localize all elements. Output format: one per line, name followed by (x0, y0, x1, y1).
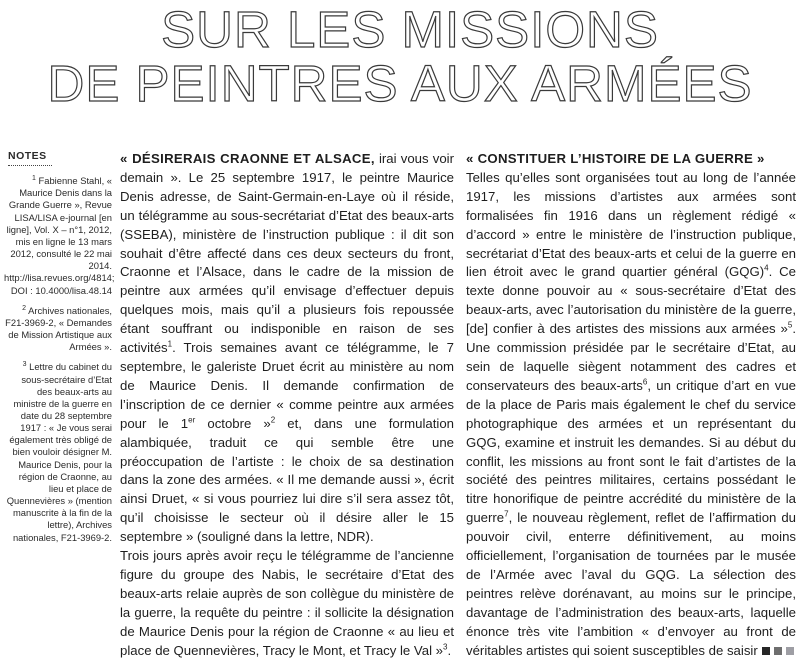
continuation-mark (762, 647, 770, 655)
note-text: Archives nationales, F21-3969-2, « Demandes de Mission Artistique aux Armées ». (5, 304, 112, 353)
footnote-ref: 2 (270, 415, 276, 425)
note-text: Lettre du cabinet du sous-secrétaire d’Etat des beaux-arts au ministre de la guerre en date du 28 septembre 1917 : « Je vous serai également très obligé de bien vouloir désigner M. Maurice Denis, pour la région de Craonne, au lieu et place de Quennevières » (mention manuscrite à la fin de la lettre), Archives nationales, F21-3969-2. (6, 361, 112, 543)
footnote-ref: 5 (787, 320, 793, 330)
article-column-1 (120, 150, 454, 660)
text: Trois jours après avoir reçu le télégramme de l’ancienne figure du groupe des Nabis, le secrétaire d’Etat des beaux-arts relaie auprès de son collègue du ministère de la guerre, la requête du peintre : il sollicite la désignation de Maurice Denis pour la région de Craonne « au lieu et place de Quennevières, Tracy le Mont, et Tracy le Val » (120, 548, 454, 658)
text: irai vous voir demain ». Le 25 septembre 1917, le peintre Maurice Denis adresse, de Saint-Germain-en-Laye où il réside, un télégramme au sous-secrétariat d’Etat des beaux-arts (SSEBA), ministère de l’instruction publique : il dit son souhait d’être affecté dans ces deux secteurs du front, Craonne et l’Alsace, dans le cadre de la mission de peintre aux armées qu’il envisage d’effectuer depuis quelques mois, mais qu’il a plusieurs fois repoussée étant souffrant ou indisponible en raison de ses activités (120, 151, 454, 356)
note-3 (4, 361, 112, 543)
text: , le nouveau règlement, reflet de l’affirmation du pouvoir civil, enterre définitivement, au moins officiellement, l’organisation de tournées par le musée de l’Armée avec l’aval du GQG. La sélection des peintres relève dorénavant, au moins sur le principe, davantage de l’administration des beaux-arts, laquelle énonce très vite l’ambition « d’envoyer au front de véritables artistes qui soient susceptibles de saisir (466, 510, 796, 658)
note-number: 3 (22, 361, 27, 369)
continuation-mark (786, 647, 794, 655)
title-line-1: SUR LES MISSIONS (161, 1, 659, 58)
notes-heading: NOTES (8, 150, 52, 166)
footnote-ref: 4 (764, 264, 769, 274)
text: et, dans une formulation alambiquée, traduit ce qui semble être une préoccupation de l’artiste : le choix de sa destination dans la zone des armées. « Il me demande aussi », écrit ainsi Druet, « si vous pourriez lui dire s’il sera assez tôt, qu’il choisisse le secteur où il désire aller le 15 septembre » (souligné dans la lettre, NDR). (120, 415, 454, 545)
note-2 (4, 305, 112, 354)
footnote-ref: 3 (443, 642, 448, 652)
footnote-ref: 6 (642, 377, 648, 387)
section-heading: « CONSTITUER L’HISTOIRE DE LA GUERRE » (466, 151, 765, 166)
paragraph (120, 547, 454, 660)
note-number: 1 (31, 175, 36, 183)
text: . (447, 642, 452, 658)
paragraph (466, 169, 796, 660)
superscript: er (188, 415, 196, 425)
text: octobre » (195, 415, 271, 431)
text: . Ce texte donne pouvoir au « sous-secrétaire d’Etat des beaux-arts, avec l’autorisation du ministère de la guerre, [de] confier à des artistes des missions aux armées » (466, 264, 796, 337)
continuation-mark (774, 647, 782, 655)
footnote-ref: 1 (167, 339, 173, 349)
text: . Trois semaines avant ce télégramme, le 7 septembre, le galeriste Druet écrit au ministère au nom de Maurice Denis. Il demande confirmation de l’inscription de ce dernier « comme peintre aux armées pour le 1 (120, 340, 454, 431)
article-column-2 (466, 150, 796, 660)
notes-sidebar (4, 150, 115, 552)
text: . Une commission présidée par le secrétaire d’Etat, au sein de laquelle siègent notamment des cadres et conservateurs des beaux-arts (466, 321, 796, 393)
note-1 (4, 175, 115, 297)
footnote-ref: 7 (504, 509, 509, 519)
lead-in: « DÉSIRERAIS CRAONNE ET ALSACE, (120, 151, 375, 166)
note-number: 2 (22, 304, 26, 312)
note-text: Fabienne Stahl, « Maurice Denis dans la Grande Guerre », Revue LISA/LISA e-journal [en ligne], Vol. X – n°1, 2012, mis en ligne le 13 mars 2012, consulté le 22 mai 2014. http://lisa.revues.org/4814; DOI : 10.4000/lisa.48.14 (4, 175, 115, 296)
title-line-2: DE PEINTRES AUX ARMÉES (47, 55, 753, 112)
text: Telles qu’elles sont organisées tout au long de l’année 1917, les missions d’artistes aux armées sont formalisées fin 1916 dans un règlement rédigé « d’accord » entre le ministère de l’instruction publique, secrétariat d’Etat des beaux-arts et celui de la guerre en lien étroit avec le grand quartier général (GQG) (466, 169, 796, 280)
paragraph (120, 150, 454, 547)
text: , un critique d’art en vue de la place de Paris mais également le chef du service photographique des armées et un représentant du GQG, examine et instruit les demandes. Si au début du conflit, les missions au front sont le fait d’artistes de la société des peintres militaires, certains possédant le titre honorifique de peintre accrédité du ministère de la guerre (466, 377, 796, 526)
